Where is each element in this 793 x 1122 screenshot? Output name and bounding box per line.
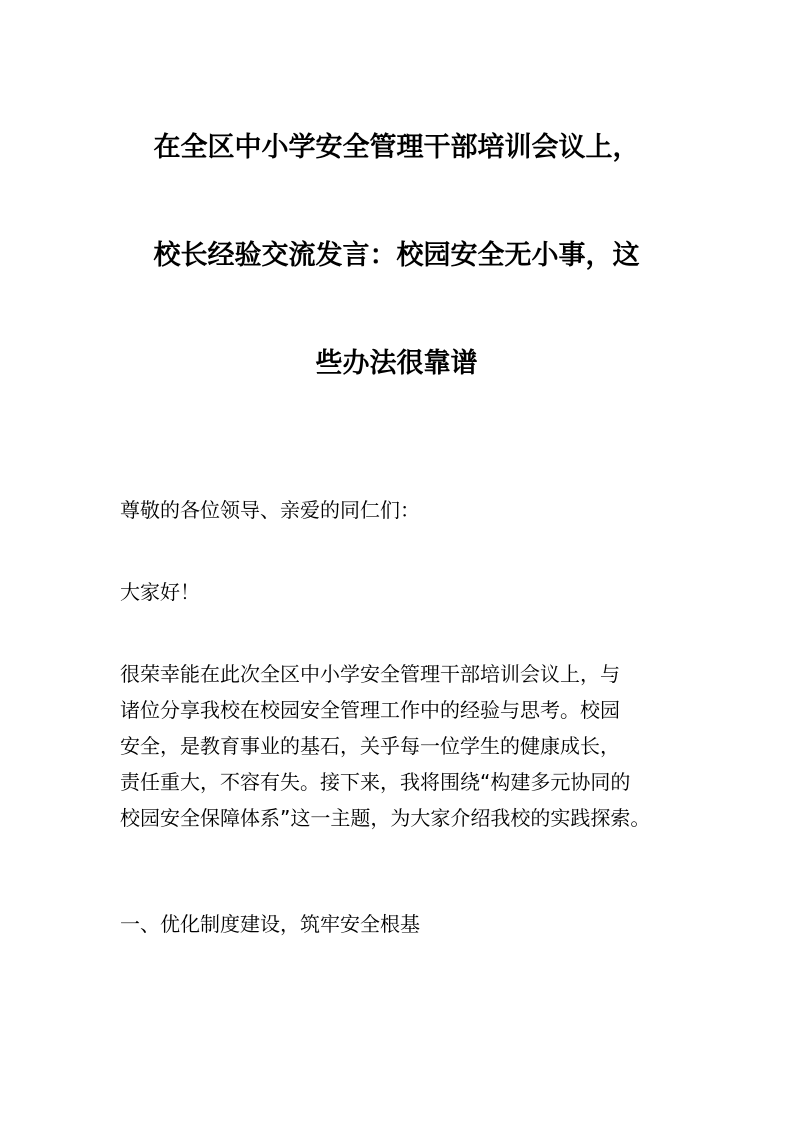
intro-paragraph — [120, 656, 685, 836]
title-line-2: 校长经验交流发言：校园安全无小事，这 — [153, 240, 640, 271]
section-heading: 一、优化制度建设，筑牢安全根基 — [120, 912, 420, 936]
document-title — [120, 128, 673, 452]
paragraph-line: 安全，是教育事业的基石，关乎每一位学生的健康成长， — [120, 734, 620, 758]
title-line-1: 在全区中小学安全管理干部培训会议上， — [153, 132, 640, 163]
greeting: 大家好！ — [120, 580, 200, 604]
paragraph-line: 责任重大，不容有失。接下来，我将围绕“构建多元协同的 — [120, 770, 631, 794]
paragraph-line: 诸位分享我校在校园安全管理工作中的经验与思考。校园 — [120, 698, 620, 722]
paragraph-line: 很荣幸能在此次全区中小学安全管理干部培训会议上，与 — [120, 662, 620, 686]
paragraph-line: 校园安全保障体系”这一主题，为大家介绍我校的实践探索。 — [120, 806, 651, 830]
salutation: 尊敬的各位领导、亲爱的同仁们： — [120, 498, 420, 522]
title-line-3: 些办法很靠谱 — [315, 348, 478, 379]
